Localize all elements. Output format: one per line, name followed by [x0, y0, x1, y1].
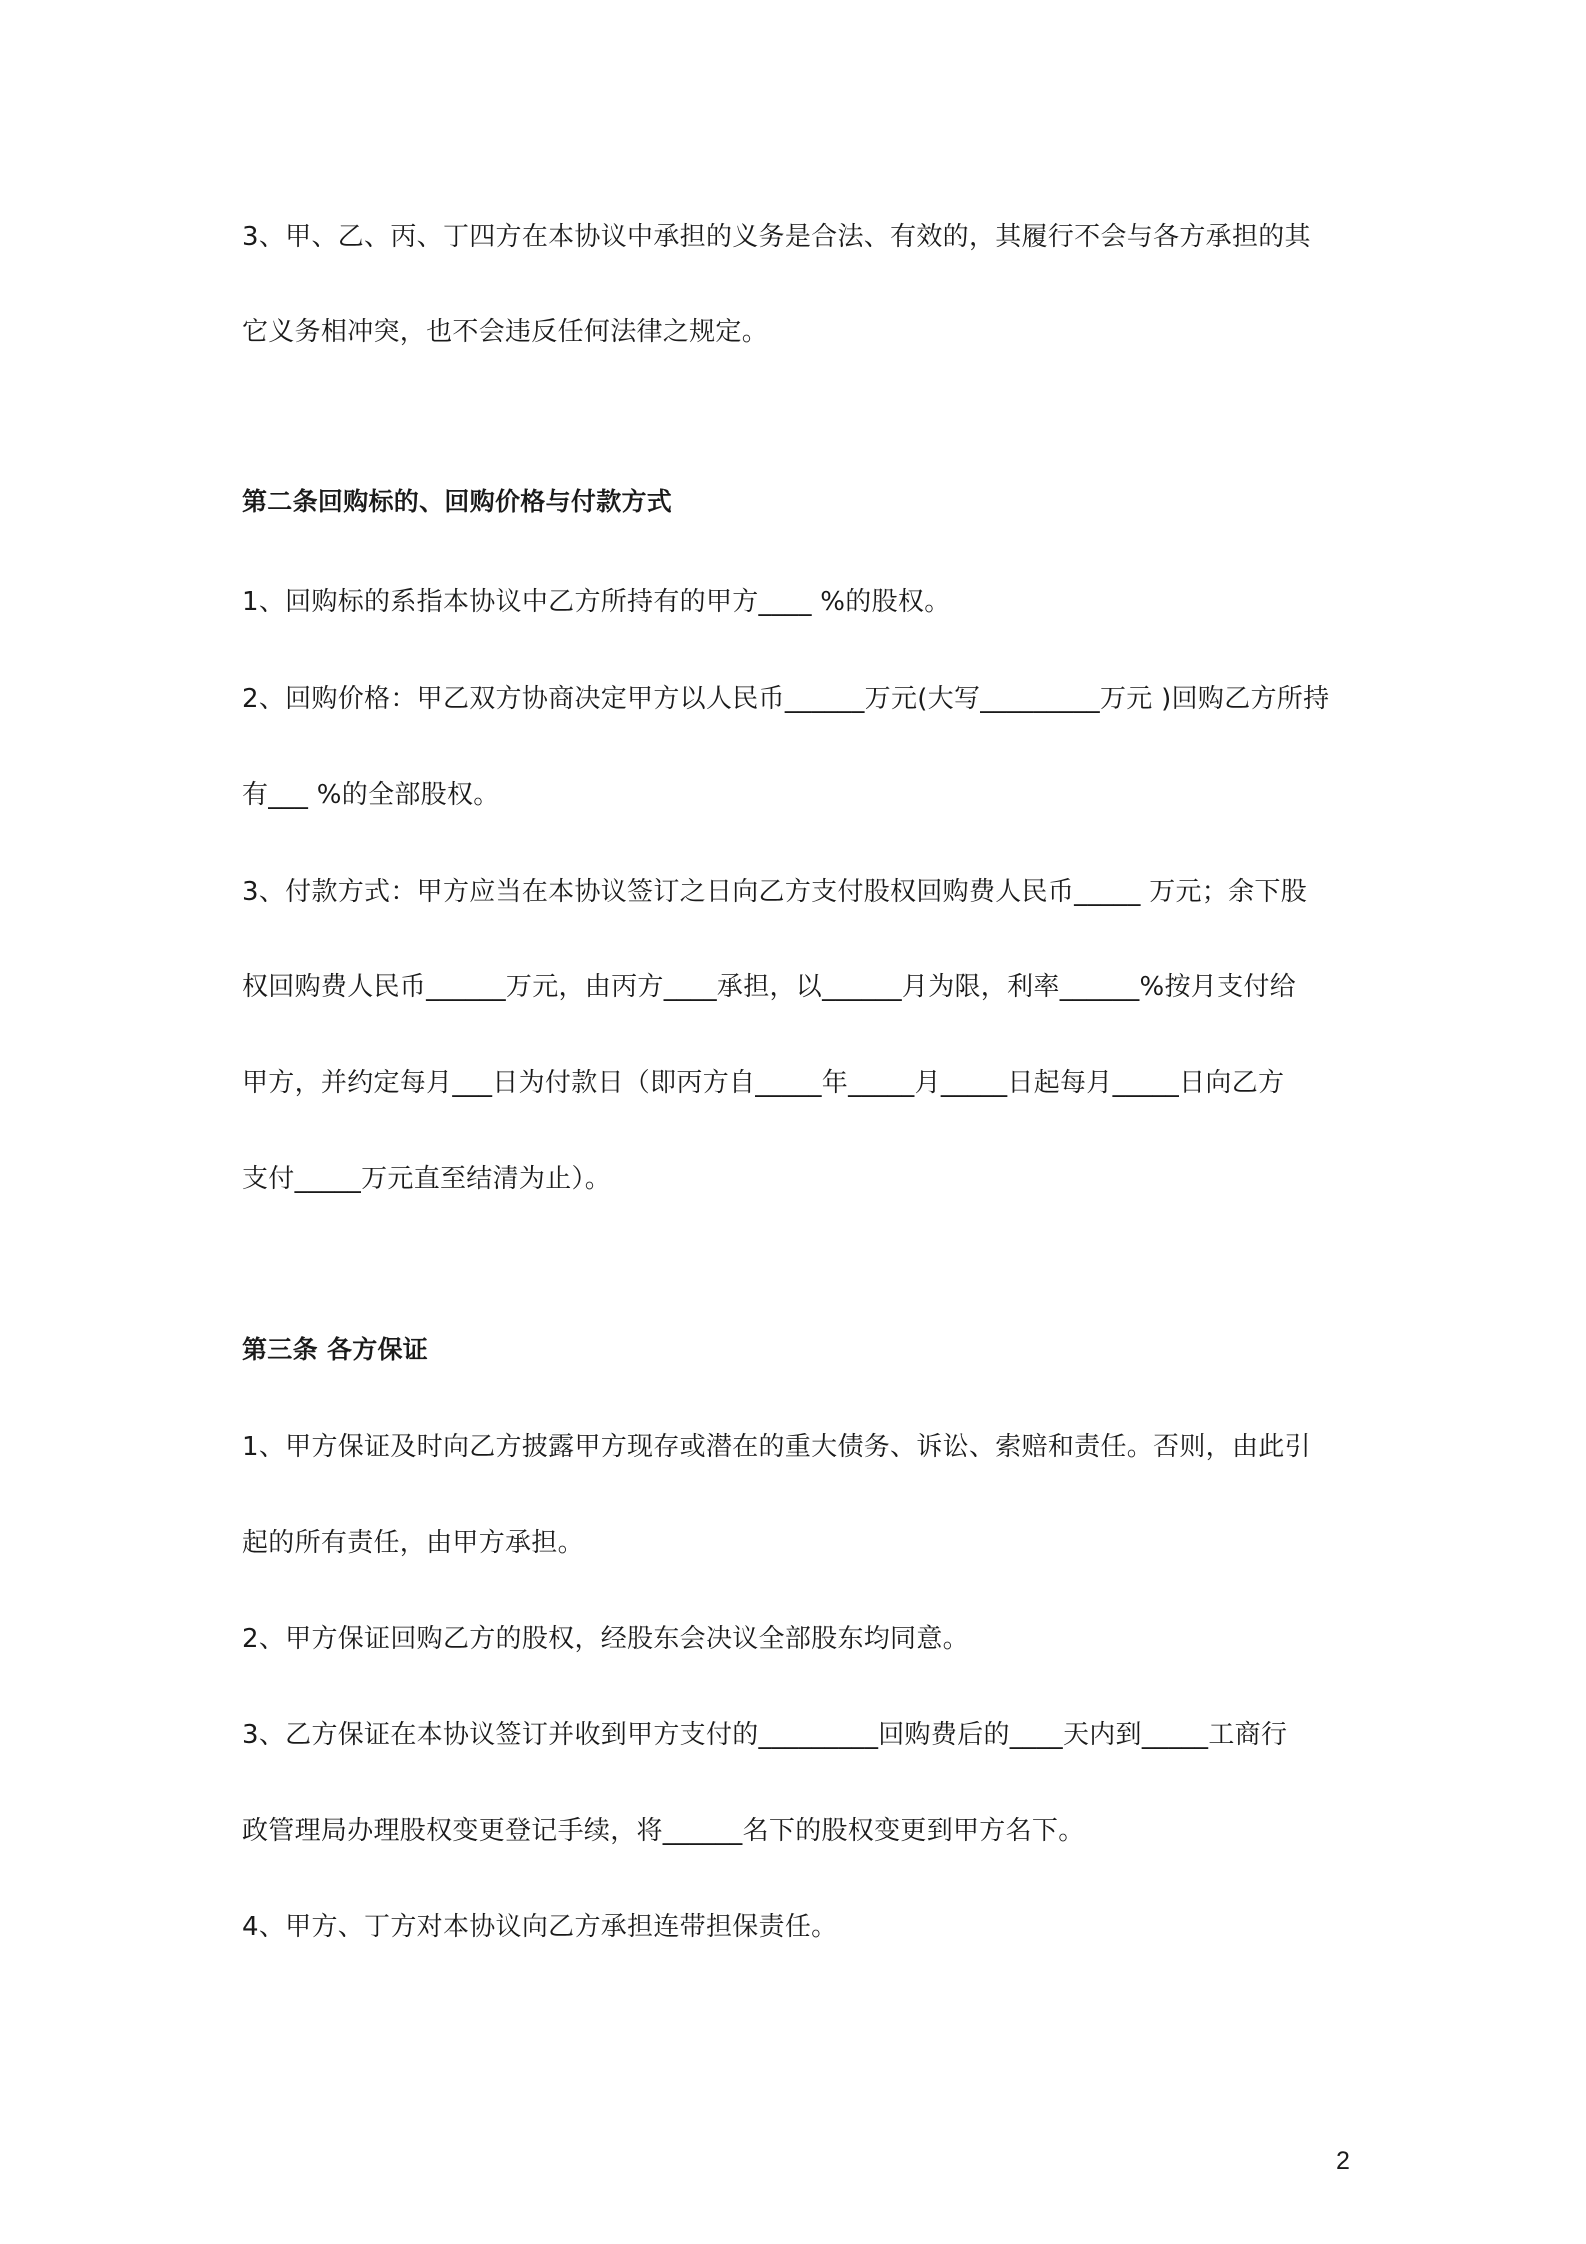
article-3-heading: 第三条 各方保证: [242, 1335, 429, 1364]
page-number: 2: [1336, 2147, 1350, 2175]
clause-2-3-line-3: 甲方，并约定每月___日为付款日（即丙方自_____年_____月_____日起每月_____日向乙方: [242, 1068, 1285, 1098]
clause-3-3-line-1: 3、乙方保证在本协议签订并收到甲方支付的_________回购费后的____天内到_____工商行: [242, 1720, 1288, 1750]
clause-2-1-line-1: 1、回购标的系指本协议中乙方所持有的甲方____ %的股权。: [242, 587, 951, 617]
clause-2-3-line-4: 支付_____万元直至结清为止）。: [242, 1164, 612, 1194]
clause-3-1-line-2: 起的所有责任，由甲方承担。: [242, 1528, 584, 1558]
clause-2-3-line-2: 权回购费人民币______万元，由丙方____承担，以______月为限，利率______%按月支付给: [242, 972, 1297, 1002]
clause-2-3-line-1: 3、付款方式：甲方应当在本协议签订之日向乙方支付股权回购费人民币_____ 万元；余下股: [242, 877, 1308, 907]
clause-3-1-line-1: 1、甲方保证及时向乙方披露甲方现存或潜在的重大债务、诉讼、索赔和责任。否则，由此引: [242, 1432, 1311, 1462]
clause-1-3-line-1: 3、甲、乙、丙、丁四方在本协议中承担的义务是合法、有效的，其履行不会与各方承担的其: [242, 222, 1311, 252]
clause-2-2-line-2: 有___ %的全部股权。: [242, 780, 500, 810]
clause-2-2-line-1: 2、回购价格：甲乙双方协商决定甲方以人民币______万元(大写_________万元 )回购乙方所持: [242, 684, 1330, 714]
clause-1-3-line-2: 它义务相冲突，也不会违反任何法律之规定。: [242, 317, 769, 347]
clause-3-2-line-1: 2、甲方保证回购乙方的股权，经股东会决议全部股东均同意。: [242, 1624, 969, 1654]
clause-3-3-line-2: 政管理局办理股权变更登记手续，将______名下的股权变更到甲方名下。: [242, 1816, 1085, 1846]
article-2-heading: 第二条回购标的、回购价格与付款方式: [242, 487, 673, 516]
clause-3-4-line-1: 4、甲方、丁方对本协议向乙方承担连带担保责任。: [242, 1912, 838, 1942]
